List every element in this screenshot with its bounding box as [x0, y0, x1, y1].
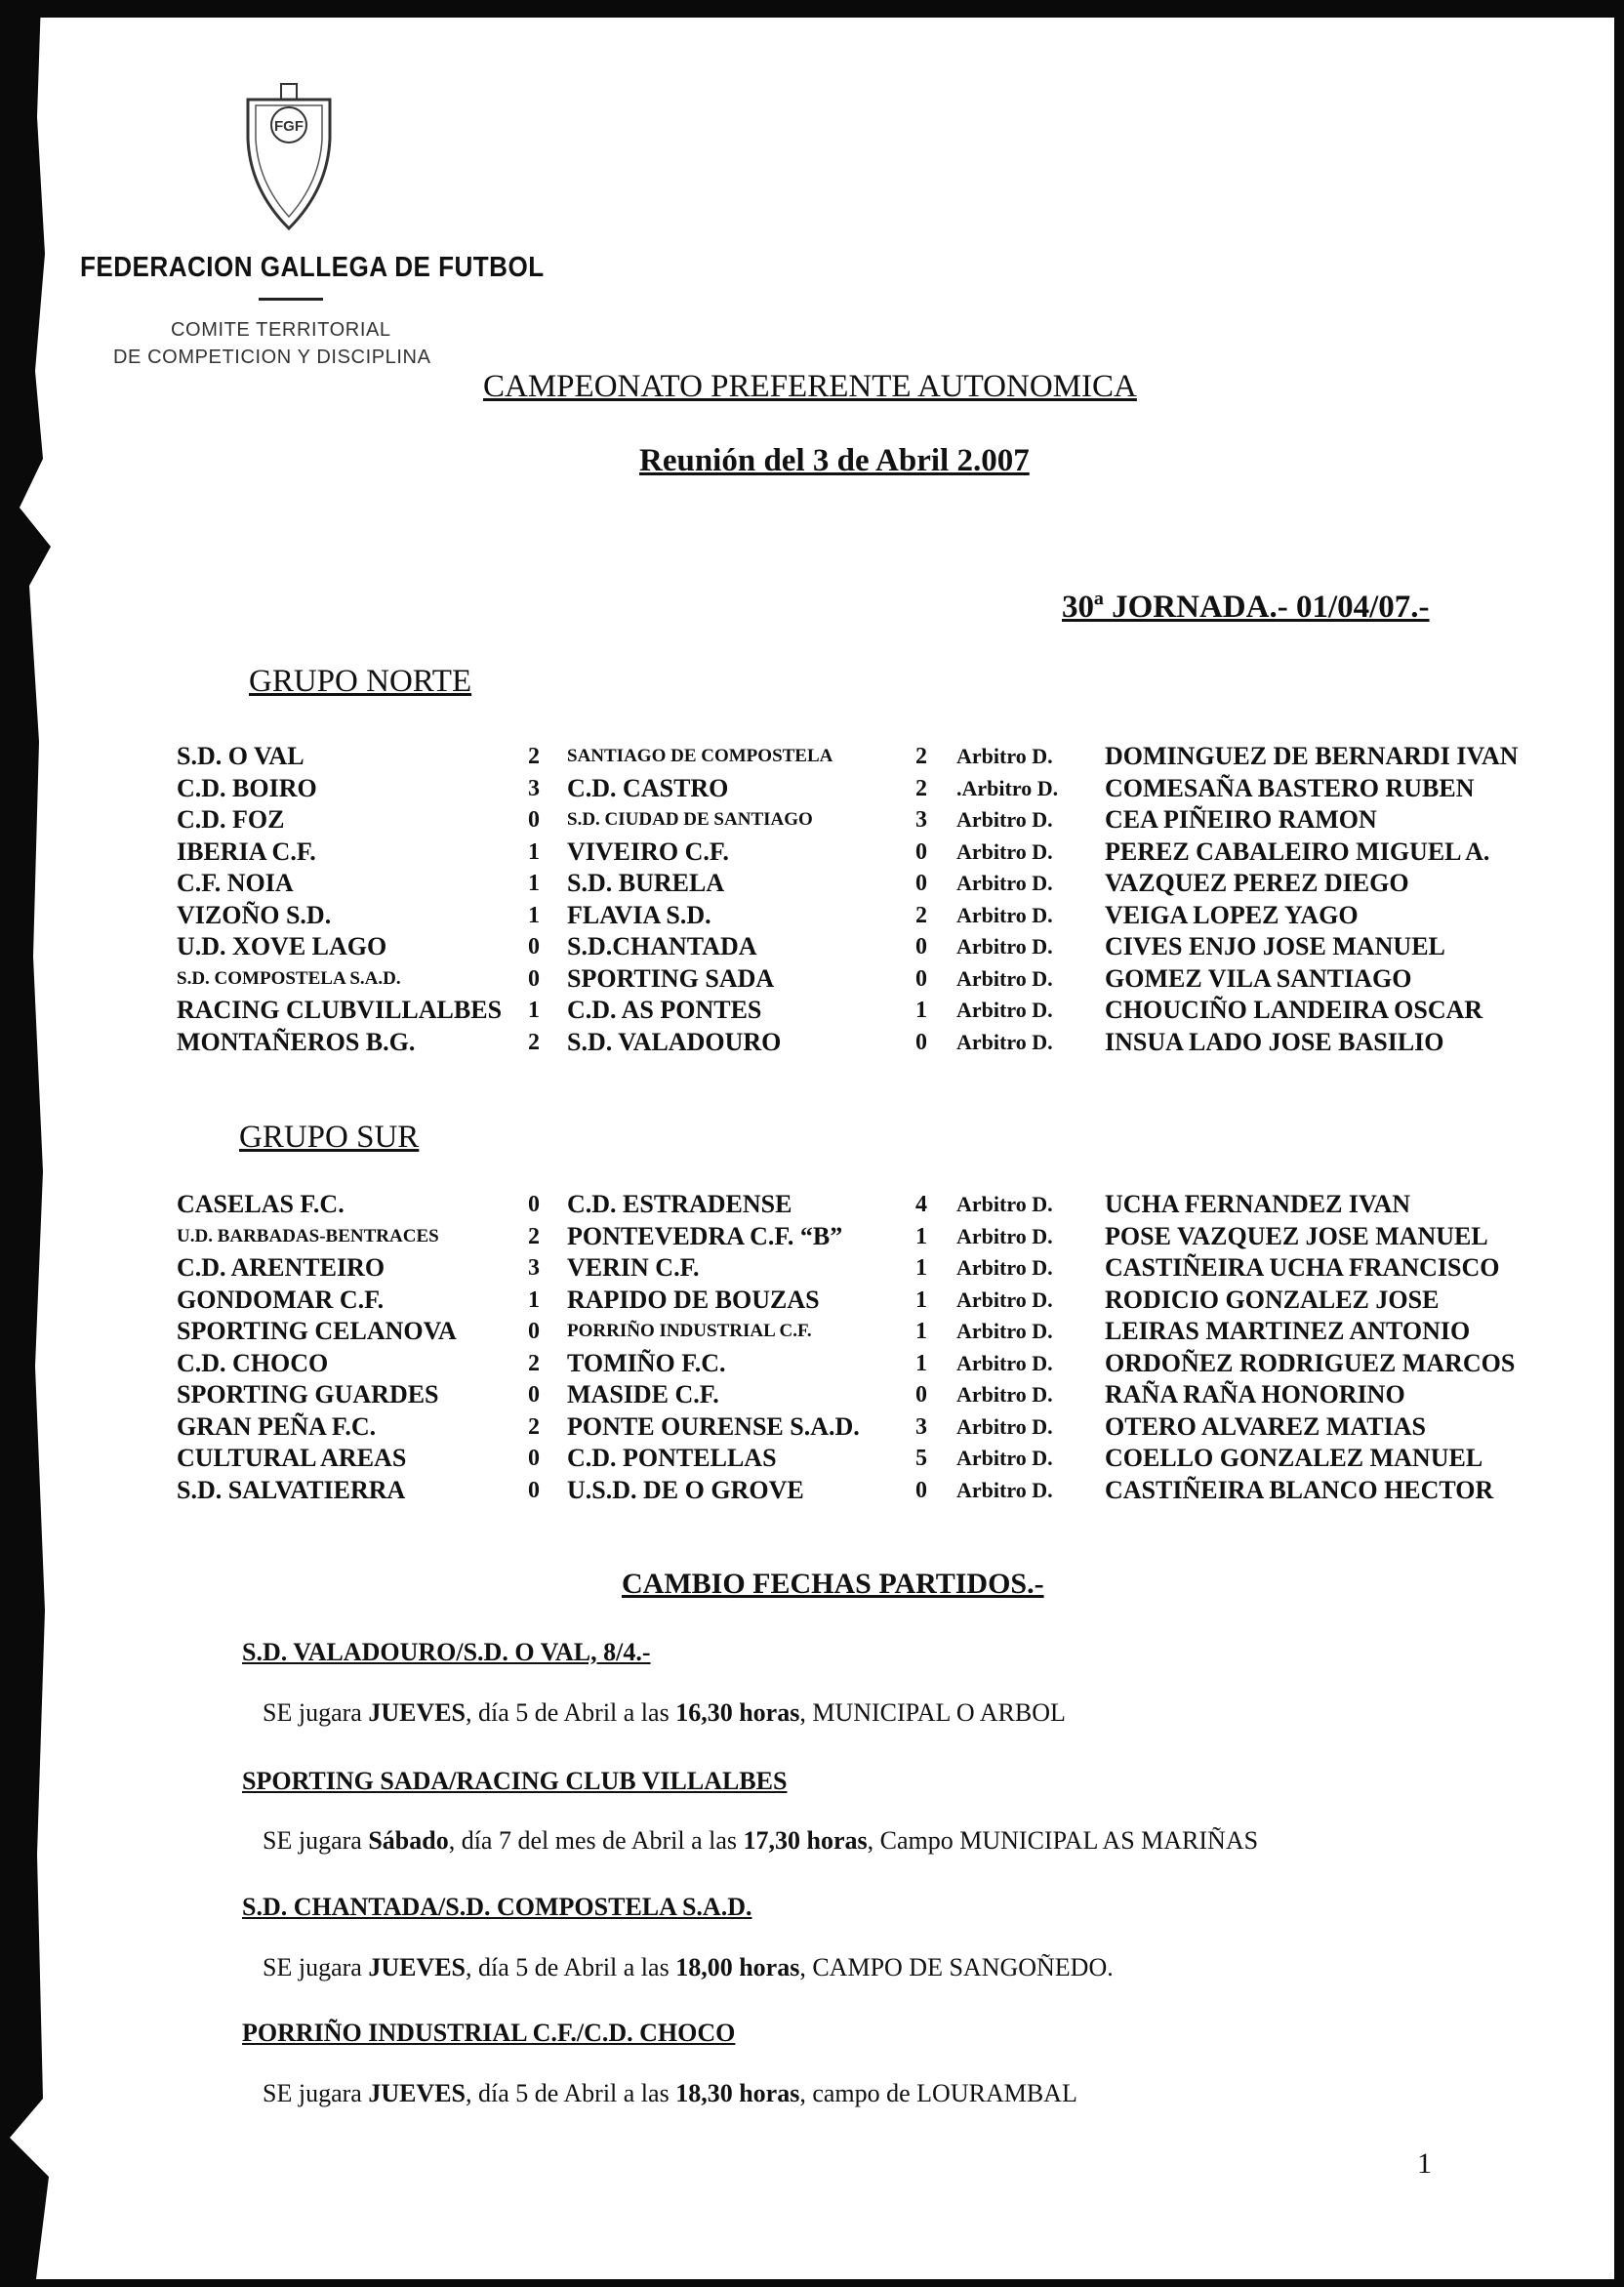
away-score: 1 — [915, 1255, 927, 1281]
scan-border-bottom — [0, 2279, 1624, 2287]
away-team: SANTIAGO DE COMPOSTELA — [567, 746, 833, 766]
home-team: C.D. BOIRO — [177, 773, 317, 802]
referee-name: COMESAÑA BASTERO RUBEN — [1105, 773, 1475, 802]
home-team: CULTURAL AREAS — [177, 1444, 407, 1472]
referee-name: VAZQUEZ PEREZ DIEGO — [1105, 869, 1409, 897]
away-team: VIVEIRO C.F. — [567, 837, 729, 866]
match-row — [0, 931, 1624, 963]
away-score: 5 — [915, 1446, 927, 1471]
committee-line-1: COMITE TERRITORIAL — [171, 319, 391, 341]
home-team: U.D. BARBADAS-BENTRACES — [177, 1225, 439, 1246]
divider — [259, 298, 323, 301]
home-score: 0 — [528, 934, 540, 960]
home-team: C.F. NOIA — [177, 869, 294, 897]
away-team: SPORTING SADA — [567, 963, 775, 993]
home-team: C.D. CHOCO — [177, 1348, 329, 1377]
home-score: 1 — [528, 998, 540, 1023]
group-north-results — [0, 741, 1624, 1058]
away-team: FLAVIA S.D. — [567, 900, 711, 929]
home-team: U.D. XOVE LAGO — [177, 932, 387, 960]
away-score: 0 — [915, 1477, 927, 1503]
away-team: PONTE OURENSE S.A.D. — [567, 1411, 860, 1441]
away-team: RAPIDO DE BOUZAS — [567, 1285, 820, 1314]
referee-label: Arbitro D. — [956, 1446, 1053, 1470]
change-heading: PORRIÑO INDUSTRIAL C.F./C.D. CHOCO — [242, 2019, 736, 2047]
referee-name: LEIRAS MARTINEZ ANTONIO — [1105, 1317, 1471, 1345]
group-south-results — [0, 1189, 1624, 1506]
away-score: 4 — [915, 1192, 927, 1217]
change-heading: S.D. CHANTADA/S.D. COMPOSTELA S.A.D. — [242, 1893, 752, 1921]
away-score: 0 — [915, 871, 927, 896]
away-score: 0 — [915, 965, 927, 992]
match-row — [0, 1379, 1624, 1411]
change-note: SE jugara Sábado, día 7 del mes de Abril a las 17,30 horas, Campo MUNICIPAL AS MARIÑAS — [263, 1826, 1259, 1855]
home-team: SPORTING GUARDES — [177, 1380, 439, 1409]
change-heading: S.D. VALADOURO/S.D. O VAL, 8/4.- — [242, 1638, 651, 1666]
away-score: 0 — [915, 1029, 927, 1055]
match-row — [0, 995, 1624, 1027]
away-score: 2 — [915, 744, 927, 769]
home-team: SPORTING CELANOVA — [177, 1317, 457, 1345]
referee-label: Arbitro D. — [956, 838, 1053, 864]
home-team: S.D. COMPOSTELA S.A.D. — [177, 967, 401, 989]
match-row — [0, 900, 1624, 932]
referee-name: COELLO GONZALEZ MANUEL — [1105, 1444, 1483, 1472]
away-team: S.D. CIUDAD DE SANTIAGO — [567, 809, 813, 830]
federation-name: FEDERACION GALLEGA DE FUTBOL — [80, 252, 545, 283]
committee-line-2: DE COMPETICION Y DISCIPLINA — [113, 347, 431, 368]
home-team: RACING CLUBVILLALBES — [177, 996, 503, 1024]
away-team: C.D. CASTRO — [567, 773, 729, 802]
scan-border-top — [0, 0, 1624, 18]
home-team: GONDOMAR C.F. — [177, 1285, 385, 1314]
home-score: 1 — [528, 871, 540, 896]
change-note: SE jugara JUEVES, día 5 de Abril a las 18,00 horas, CAMPO DE SANGOÑEDO. — [263, 1953, 1114, 1981]
match-row — [0, 1027, 1624, 1059]
away-score: 0 — [915, 1382, 927, 1408]
match-row — [0, 1348, 1624, 1380]
match-row — [0, 837, 1624, 869]
away-score: 3 — [915, 1413, 927, 1440]
home-score: 1 — [528, 838, 540, 865]
away-team: C.D. AS PONTES — [567, 996, 762, 1024]
scan-border-right — [1614, 0, 1624, 2287]
home-score: 0 — [528, 807, 540, 833]
referee-name: UCHA FERNANDEZ IVAN — [1105, 1190, 1411, 1218]
referee-label: Arbitro D. — [956, 1382, 1053, 1407]
referee-name: CEA PIÑEIRO RAMON — [1105, 805, 1377, 834]
referee-label: Arbitro D. — [956, 1223, 1053, 1248]
referee-name: PEREZ CABALEIRO MIGUEL A. — [1105, 837, 1490, 866]
home-score: 1 — [528, 1286, 540, 1313]
home-score: 3 — [528, 1255, 540, 1281]
matchday-heading: 30ª JORNADA.- 01/04/07.- — [1062, 590, 1430, 625]
referee-label: Arbitro D. — [956, 744, 1053, 768]
referee-label: Arbitro D. — [956, 1255, 1053, 1280]
home-team: C.D. ARENTEIRO — [177, 1253, 386, 1282]
federation-shield-logo — [242, 80, 336, 232]
away-score: 2 — [915, 902, 927, 928]
away-team: S.D. BURELA — [567, 869, 725, 897]
referee-label: .Arbitro D. — [956, 775, 1059, 800]
group-south-title: GRUPO SUR — [239, 1120, 420, 1155]
home-score: 0 — [528, 1319, 540, 1344]
home-score: 0 — [528, 965, 540, 992]
home-team: S.D. O VAL — [177, 742, 304, 770]
torn-left-edge — [0, 0, 59, 2287]
away-score: 3 — [915, 807, 927, 833]
away-score: 1 — [915, 998, 927, 1023]
away-team: C.D. PONTELLAS — [567, 1444, 777, 1472]
referee-name: INSUA LADO JOSE BASILIO — [1105, 1027, 1444, 1056]
match-row — [0, 1316, 1624, 1348]
match-row — [0, 963, 1624, 996]
date-changes-title: CAMBIO FECHAS PARTIDOS.- — [622, 1568, 1044, 1600]
away-team: PORRIÑO INDUSTRIAL C.F. — [567, 1321, 812, 1341]
away-score: 0 — [915, 838, 927, 865]
change-heading: SPORTING SADA/RACING CLUB VILLALBES — [242, 1767, 788, 1795]
away-team: VERIN C.F. — [567, 1253, 700, 1282]
away-team: U.S.D. DE O GROVE — [567, 1475, 804, 1504]
match-row — [0, 1252, 1624, 1285]
home-team: S.D. SALVATIERRA — [177, 1475, 406, 1504]
home-score: 3 — [528, 775, 540, 801]
home-score: 0 — [528, 1477, 540, 1503]
referee-name: CHOUCIÑO LANDEIRA OSCAR — [1105, 996, 1483, 1024]
change-note: SE jugara JUEVES, día 5 de Abril a las 18,30 horas, campo de LOURAMBAL — [263, 2079, 1077, 2107]
referee-label: Arbitro D. — [956, 998, 1053, 1022]
match-row — [0, 741, 1624, 773]
away-score: 0 — [915, 934, 927, 960]
away-score: 1 — [915, 1223, 927, 1249]
away-score: 1 — [915, 1319, 927, 1344]
match-row — [0, 868, 1624, 900]
referee-label: Arbitro D. — [956, 902, 1053, 927]
referee-label: Arbitro D. — [956, 934, 1053, 959]
home-score: 0 — [528, 1382, 540, 1408]
home-team: MONTAÑEROS B.G. — [177, 1027, 416, 1056]
away-team: S.D.CHANTADA — [567, 932, 757, 960]
logo-monogram: FGF — [274, 118, 304, 135]
home-team: IBERIA C.F. — [177, 837, 316, 866]
away-team: MASIDE C.F. — [567, 1380, 719, 1409]
home-score: 2 — [528, 1223, 540, 1249]
match-row — [0, 1411, 1624, 1444]
home-team: C.D. FOZ — [177, 805, 285, 834]
referee-label: Arbitro D. — [956, 965, 1053, 991]
home-score: 2 — [528, 744, 540, 769]
away-score: 1 — [915, 1350, 927, 1376]
home-score: 0 — [528, 1192, 540, 1217]
match-row — [0, 1285, 1624, 1317]
meeting-date: Reunión del 3 de Abril 2.007 — [639, 443, 1030, 478]
match-row — [0, 804, 1624, 837]
referee-name: OTERO ALVAREZ MATIAS — [1105, 1411, 1426, 1441]
referee-label: Arbitro D. — [956, 1319, 1053, 1343]
change-note: SE jugara JUEVES, día 5 de Abril a las 16,30 horas, MUNICIPAL O ARBOL — [263, 1698, 1066, 1727]
home-team: VIZOÑO S.D. — [177, 900, 332, 929]
referee-label: Arbitro D. — [956, 1286, 1053, 1312]
referee-label: Arbitro D. — [956, 1029, 1053, 1054]
home-score: 0 — [528, 1446, 540, 1471]
away-team: TOMIÑO F.C. — [567, 1348, 726, 1377]
home-score: 2 — [528, 1350, 540, 1376]
match-row — [0, 1189, 1624, 1221]
referee-name: CASTIÑEIRA UCHA FRANCISCO — [1105, 1253, 1500, 1282]
referee-name: RAÑA RAÑA HONORINO — [1105, 1380, 1405, 1409]
match-row — [0, 773, 1624, 805]
match-row — [0, 1221, 1624, 1253]
home-score: 2 — [528, 1413, 540, 1440]
home-team: GRAN PEÑA F.C. — [177, 1411, 377, 1441]
home-score: 2 — [528, 1029, 540, 1055]
match-row — [0, 1475, 1624, 1507]
referee-label: Arbitro D. — [956, 1413, 1053, 1439]
away-team: S.D. VALADOURO — [567, 1027, 782, 1056]
referee-name: DOMINGUEZ DE BERNARDI IVAN — [1105, 742, 1519, 770]
referee-label: Arbitro D. — [956, 807, 1053, 832]
away-score: 1 — [915, 1286, 927, 1313]
document-title: CAMPEONATO PREFERENTE AUTONOMICA — [483, 369, 1137, 404]
referee-name: POSE VAZQUEZ JOSE MANUEL — [1105, 1221, 1488, 1250]
referee-name: RODICIO GONZALEZ JOSE — [1105, 1285, 1440, 1314]
referee-name: CIVES ENJO JOSE MANUEL — [1105, 932, 1445, 960]
away-team: C.D. ESTRADENSE — [567, 1190, 792, 1218]
home-score: 1 — [528, 902, 540, 928]
referee-label: Arbitro D. — [956, 1477, 1053, 1502]
referee-name: VEIGA LOPEZ YAGO — [1105, 900, 1359, 929]
home-team: CASELAS F.C. — [177, 1190, 345, 1218]
referee-label: Arbitro D. — [956, 871, 1053, 895]
referee-label: Arbitro D. — [956, 1192, 1053, 1216]
away-score: 2 — [915, 775, 927, 801]
referee-name: ORDOÑEZ RODRIGUEZ MARCOS — [1105, 1348, 1516, 1377]
page-number: 1 — [1417, 2147, 1432, 2180]
referee-name: CASTIÑEIRA BLANCO HECTOR — [1105, 1475, 1494, 1504]
referee-label: Arbitro D. — [956, 1350, 1053, 1375]
referee-name: GOMEZ VILA SANTIAGO — [1105, 963, 1412, 993]
away-team: PONTEVEDRA C.F. “B” — [567, 1221, 843, 1250]
match-row — [0, 1443, 1624, 1475]
group-north-title: GRUPO NORTE — [249, 664, 472, 699]
